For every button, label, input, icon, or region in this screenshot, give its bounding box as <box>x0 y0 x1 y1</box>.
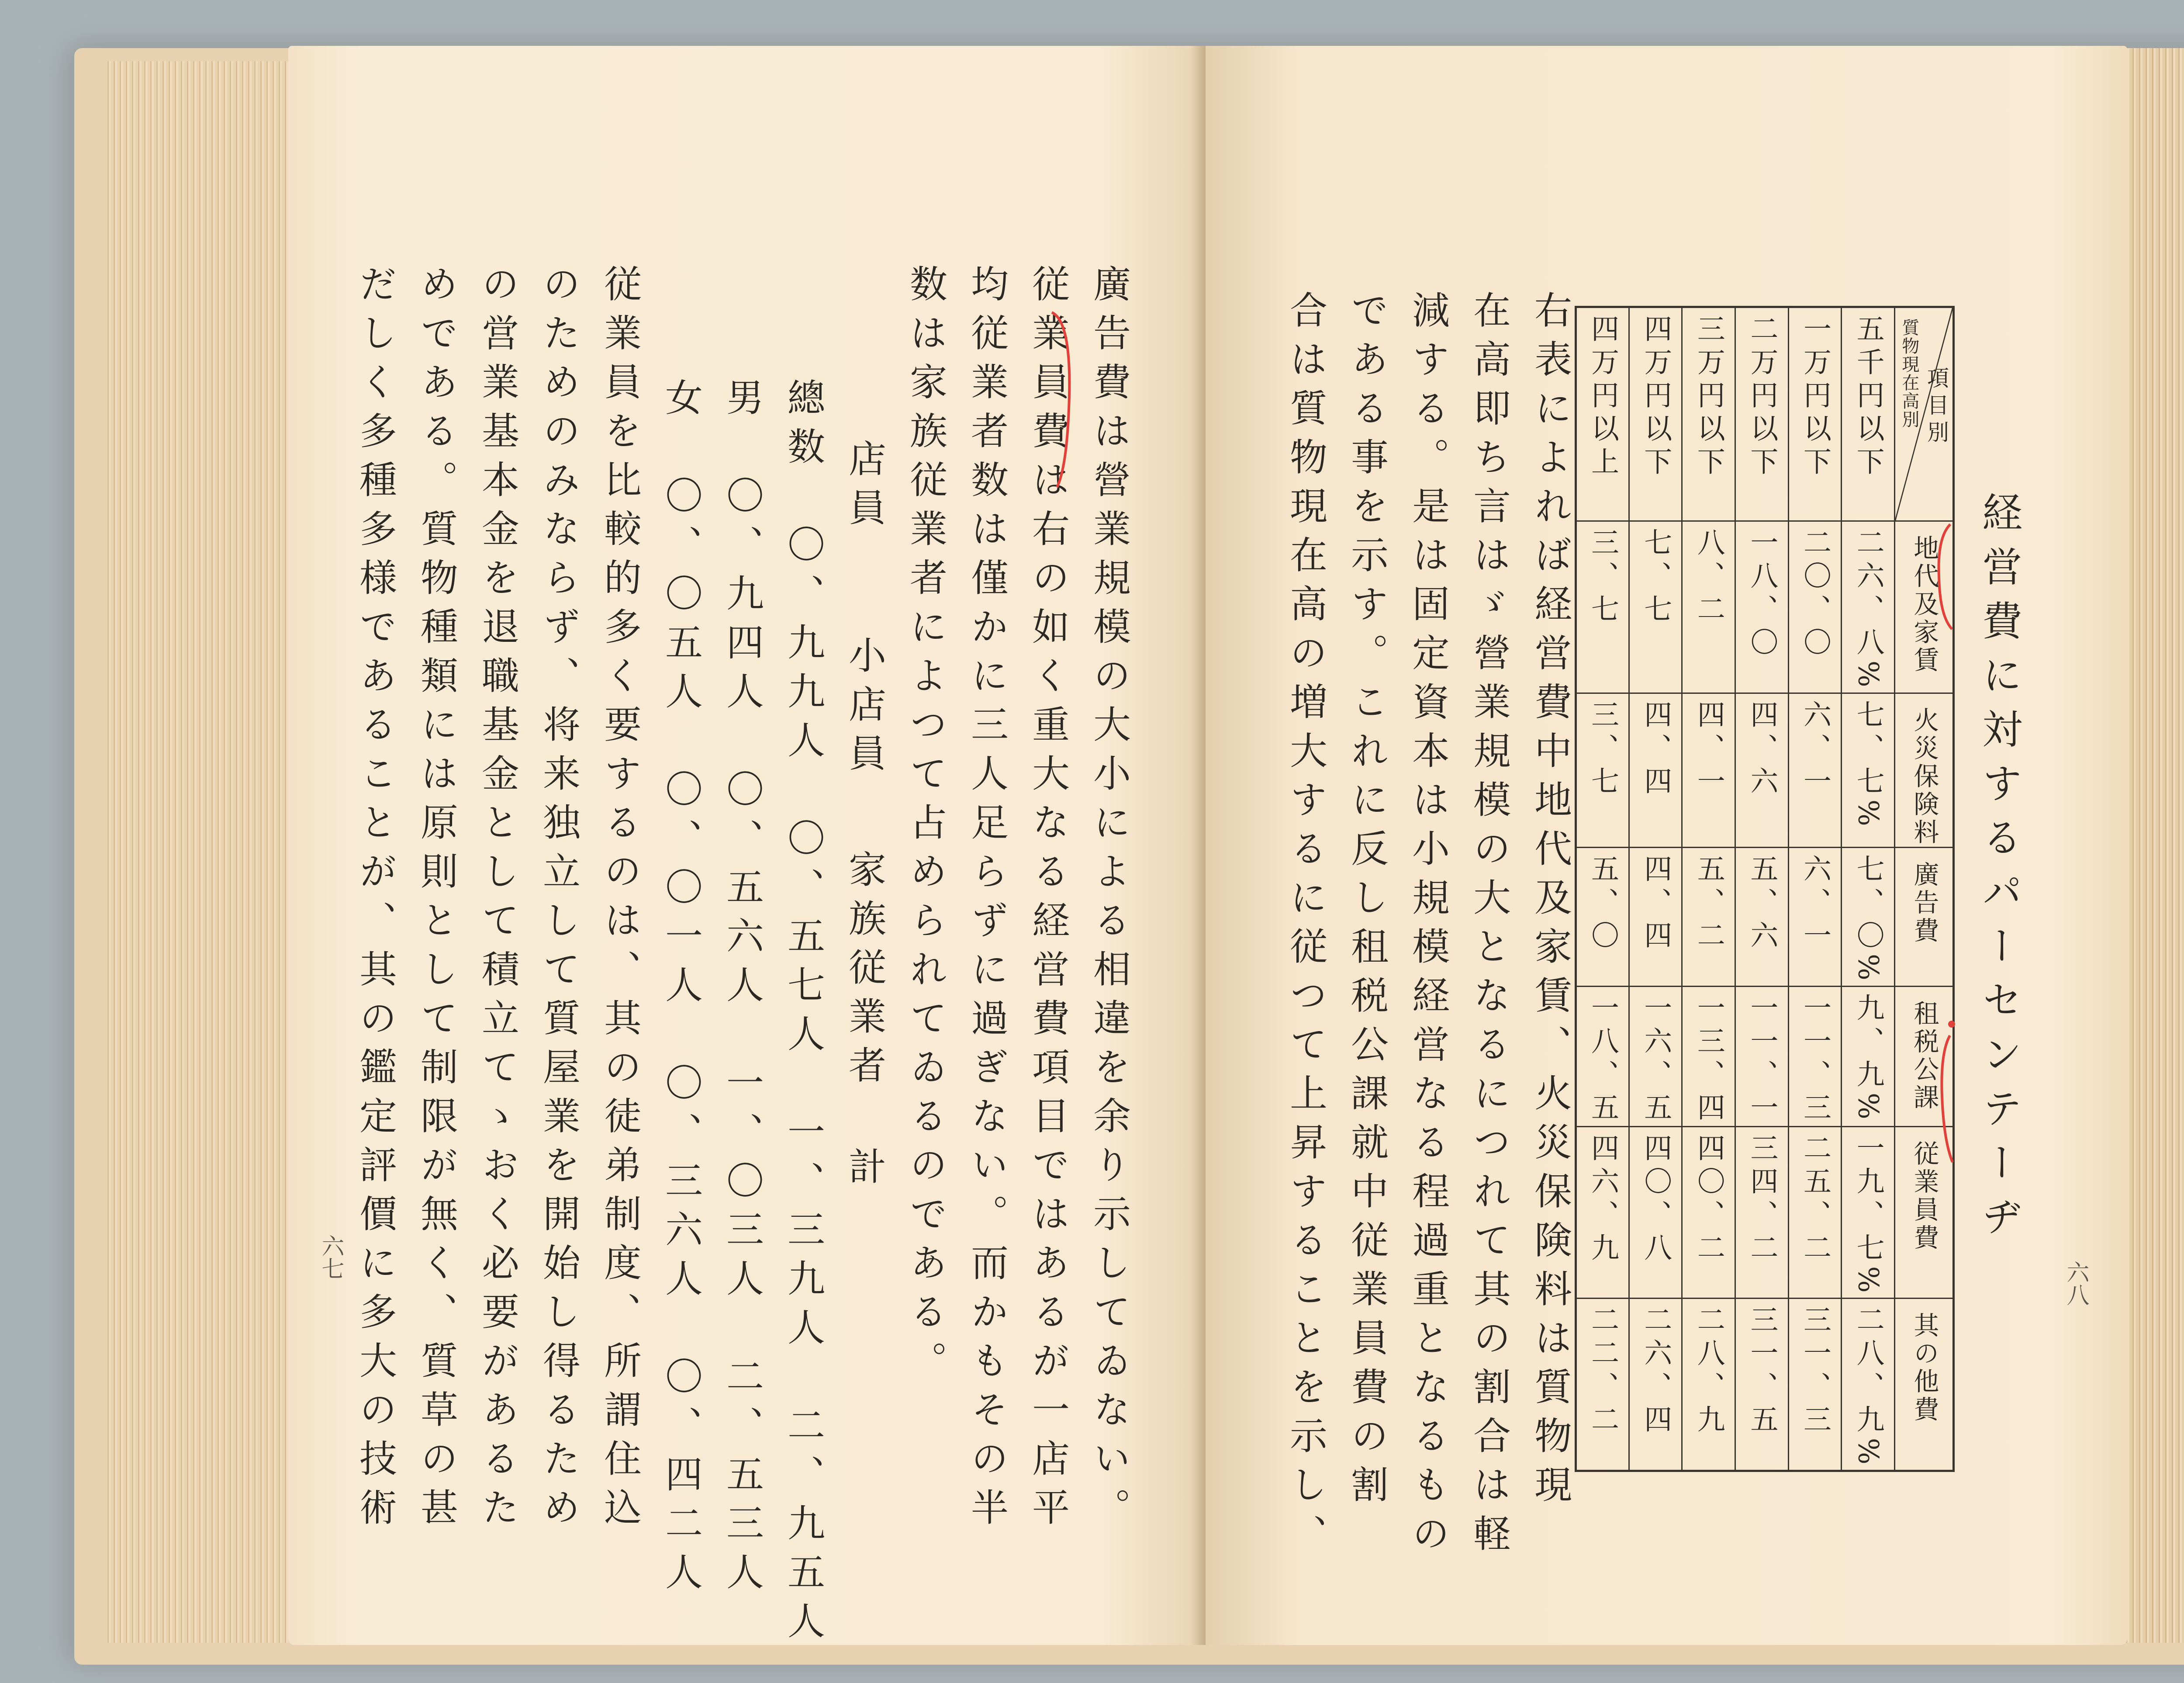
staff-header-shop-staff: 店員 <box>842 439 886 537</box>
table-cell: 三、七 <box>1586 528 1619 627</box>
red-pencil-bracket-table-top <box>1933 520 1959 634</box>
right-text-column-2: 在高即ち言はゞ營業規模の大となるにつれて其の割合は軽 <box>1467 291 1510 1563</box>
page-edges-left <box>105 61 293 1643</box>
table-cell: 一六、五 <box>1639 993 1672 1126</box>
right-page-number: 六八 <box>2063 1261 2089 1306</box>
row-label: 四万円以上 <box>1586 314 1619 480</box>
row-label-cell-5 <box>1629 307 1682 521</box>
row-label: 四万円以下 <box>1639 314 1672 480</box>
table-row-staff-cost <box>1576 1126 1954 1299</box>
column-header: 其の他費 <box>1909 1312 1939 1424</box>
table-cell: 四、六 <box>1745 700 1778 800</box>
table-row-other <box>1576 1299 1954 1471</box>
table-cell: 一八、五 <box>1586 993 1619 1126</box>
left-text-column-3: 均従業者数は僅かに三人足らずに過ぎない。而かもその半 <box>964 264 1008 1537</box>
table-cell: 三四、二 <box>1745 1133 1778 1266</box>
left-text-column-1: 廣告費は營業規模の大小による相違を余り示してゐない。 <box>1087 264 1130 1537</box>
table-corner-cell <box>1894 307 1953 521</box>
table-row-rent <box>1576 521 1954 693</box>
left-page-number: 六七 <box>318 1234 344 1280</box>
left-text-column-8: 従業員を比較的多く要するのは、其の徒弟制度、所謂住込 <box>598 264 641 1537</box>
row-label: 三万円以下 <box>1692 314 1725 480</box>
left-text-column-11: めである。質物種類には原則として制限が無く、質草の甚 <box>414 264 458 1537</box>
table-cell: 一八、〇 <box>1745 528 1778 661</box>
table-cell: 七、〇% <box>1852 854 1884 986</box>
right-text-column-3: 減する。是は固定資本は小規模経営なる程過重となるもの <box>1406 291 1449 1563</box>
table-row-fire-insurance <box>1576 693 1954 847</box>
red-pencil-bracket-left <box>1048 308 1075 492</box>
column-header: 廣告費 <box>1909 861 1939 945</box>
staff-header-apprentice: 小店員 <box>842 636 886 783</box>
left-text-column-12: だしく多種多様であることが、其の鑑定評價に多大の技術 <box>353 264 397 1537</box>
table-cell: 四、四 <box>1639 700 1672 800</box>
row-label-cell-2 <box>1788 307 1842 521</box>
corner-bottom-label: 質物現在高別 <box>1899 319 1919 429</box>
table-cell: 四、一 <box>1692 700 1725 800</box>
table-cell: 二六、八% <box>1852 528 1884 693</box>
table-cell: 五、六 <box>1745 854 1778 954</box>
corner-top-label: 項目別 <box>1924 367 1949 448</box>
row-label: 二万円以下 <box>1745 314 1778 480</box>
table-cell: 二八、九 <box>1692 1305 1725 1438</box>
row-label-cell-1 <box>1842 307 1895 521</box>
staff-header-total: 計 <box>842 1147 886 1196</box>
table-cell: 六、一 <box>1798 854 1831 954</box>
left-text-column-4: 数は家族従業者によつて占められてゐるのである。 <box>903 264 947 1390</box>
table-cell: 九、九% <box>1852 993 1884 1125</box>
table-cell: 四〇、八 <box>1639 1133 1672 1266</box>
staff-header-family: 家族従業者 <box>842 850 886 1094</box>
left-text-column-10: の営業基本金を退職基金として積立てゝおく必要があるた <box>475 264 519 1537</box>
table-cell: 七、七 <box>1639 528 1672 627</box>
table-cell: 四六、九 <box>1586 1133 1619 1266</box>
table-cell: 三一、三 <box>1798 1305 1831 1438</box>
column-header: 地代及家賃 <box>1909 535 1939 675</box>
left-text-column-2: 従業員費は右の如く重大なる経営費項目ではあるが一店平 <box>1026 264 1069 1537</box>
left-text-column-9: のためのみならず、将来独立して質屋業を開始し得るため <box>536 264 580 1537</box>
table-cell: 五、二 <box>1692 854 1725 954</box>
table-cell: 七、七% <box>1852 700 1884 831</box>
table-header-row <box>1576 307 1954 521</box>
table-cell: 八、二 <box>1692 528 1725 627</box>
row-label-cell-3 <box>1735 307 1789 521</box>
red-pencil-bracket-table-staff <box>1935 1018 1961 1167</box>
right-text-column-1: 右表によれば経営費中地代及家賃、火災保険料は質物現 <box>1528 291 1572 1514</box>
table-cell: 二六、四 <box>1639 1305 1672 1438</box>
table-heading: 経営費に対するパーセンテーヂ <box>1976 492 2022 1250</box>
staff-row-total: 總数 〇、九九人 〇、五七人 一、三九人 二、九五人 <box>781 378 825 1650</box>
table-cell: 四、四 <box>1639 854 1672 954</box>
table-cell: 二八、九% <box>1852 1305 1884 1470</box>
table-cell: 一一、三 <box>1798 993 1831 1126</box>
staff-row-female: 女 〇、〇五人 〇、〇一人 〇、三六人 〇、四二人 <box>659 378 702 1601</box>
table-cell: 二五、二 <box>1798 1133 1831 1266</box>
right-text-column-5: 合は質物現在高の増大するに従つて上昇することを示し、 <box>1283 291 1327 1563</box>
staff-row-male: 男 〇、九四人 〇、五六人 一、〇三人 二、五三人 <box>720 378 764 1601</box>
row-label-cell-6 <box>1576 307 1629 521</box>
table-cell: 二〇、〇 <box>1798 528 1831 661</box>
column-header: 租税公課 <box>1909 1000 1939 1112</box>
row-label: 一万円以下 <box>1798 314 1831 480</box>
row-label-cell-4 <box>1682 307 1735 521</box>
row-label: 五千円以下 <box>1852 314 1884 480</box>
table-cell: 一三、四 <box>1692 993 1725 1126</box>
table-cell: 六、一 <box>1798 700 1831 800</box>
table-cell: 五、〇 <box>1586 854 1619 954</box>
table-cell: 一九、七% <box>1852 1133 1884 1298</box>
table-cell: 二二、二 <box>1586 1305 1619 1438</box>
table-cell: 四〇、二 <box>1692 1133 1725 1266</box>
table-cell: 一一、一 <box>1745 993 1778 1126</box>
table-cell: 三、七 <box>1586 700 1619 800</box>
page-edges-right <box>2123 48 2184 1643</box>
right-text-column-4: である事を示す。これに反し租税公課就中従業員費の割 <box>1344 291 1388 1514</box>
table-row-advertising <box>1576 847 1954 986</box>
table-cell: 三一、五 <box>1745 1305 1778 1438</box>
left-page <box>288 46 1212 1650</box>
expense-percentage-table <box>1575 306 1955 1472</box>
column-header: 火災保険料 <box>1909 706 1939 847</box>
column-header: 従業員費 <box>1909 1140 1939 1252</box>
table-row-taxes <box>1576 986 1954 1126</box>
